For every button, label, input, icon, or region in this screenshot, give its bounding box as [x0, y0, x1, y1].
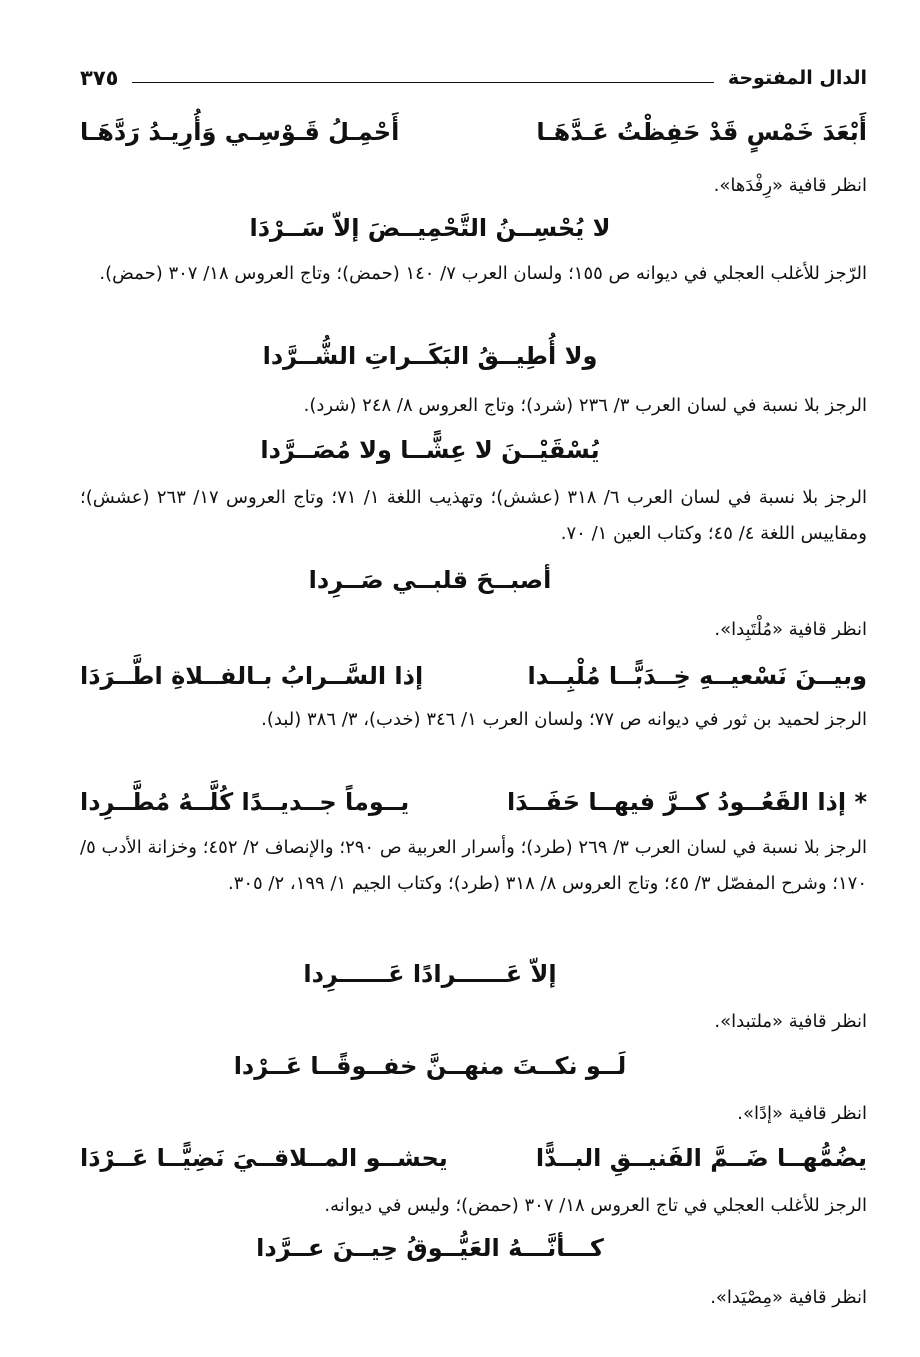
verse-1	[80, 118, 867, 146]
note-5: انظر قافية «مُلْتَبِدا».	[714, 619, 867, 640]
verse-10	[80, 1144, 867, 1172]
note-3: الرجز بلا نسبة في لسان العرب ٣/ ٢٣٦ (شرد)؛ وتاج العروس ٨/ ٢٤٨ (شرد).	[303, 395, 867, 416]
running-title: الدال المفتوحة	[727, 67, 867, 89]
verse-3: ولا أُطِيــقُ البَكَــراتِ الشُّــرَّدا	[262, 342, 598, 370]
page-header	[80, 60, 867, 96]
verse-6	[80, 662, 867, 690]
note-8: انظر قافية «ملتبدا».	[714, 1011, 867, 1032]
verse-hemistich-right: أَبْعَدَ خَمْسٍ قَدْ حَفِظْتُ عَـدَّهَـا	[536, 118, 867, 146]
note-9: انظر قافية «إدًا».	[737, 1103, 867, 1124]
verse-hemistich-right: * إذا القَعُــودُ كــرَّ فيهــا حَفَــدَا	[506, 788, 867, 816]
verse-hemistich-left: إذا السَّــرابُ بـالفــلاةِ اطَّــرَدَا	[80, 662, 424, 690]
verse-2: لا يُحْسِــنُ التَّحْمِيــضَ إلاّ سَــرْدَا	[249, 214, 611, 242]
note-1: انظر قافية «رِفْدَها».	[713, 175, 867, 196]
verse-8: إلاّ عَــــــرادًا عَــــــرِدا	[303, 960, 557, 988]
verse-hemistich-right: وبيــنَ نَسْعيــهِ خِــدَبًّــا مُلْبِــدا	[527, 662, 867, 690]
note-10: الرجز للأغلب العجلي في تاج العروس ١٨/ ٣٠٧ (حمض)؛ وليس في ديوانه.	[324, 1195, 867, 1216]
verse-7	[80, 788, 867, 816]
verse-hemistich-left: يــوماً جــديــدًا كُلَّــهُ مُطَّــرِدا	[80, 788, 410, 816]
verse-hemistich-right: يضُمُّهــا ضَــمَّ الفَنيــقِ البــدًّا	[535, 1144, 867, 1172]
note-4: الرجز بلا نسبة في لسان العرب ٦/ ٣١٨ (عشش)؛ وتهذيب اللغة ١/ ٧١؛ وتاج العروس ١٧/ ٢٦٣ (عشش)؛ ومقاييس اللغة ٤/ ٤٥؛ وكتاب العين ١/ ٧٠.	[80, 487, 868, 544]
page-number: ٣٧٥	[80, 66, 119, 90]
note-11: انظر قافية «مِصْيَدا».	[710, 1287, 867, 1308]
verse-hemistich-left: أَحْمِـلُ قَـوْسِـي وَأُرِيـدُ رَدَّهَـا	[80, 118, 400, 146]
verse-4: يُسْقَيْــنَ لا عِشًّــا ولا مُصَــرَّدا	[260, 436, 600, 464]
note-6: الرجز لحميد بن ثور في ديوانه ص ٧٧؛ ولسان العرب ١/ ٣٤٦ (خدب)، ٣/ ٣٨٦ (لبد).	[261, 709, 867, 730]
verse-hemistich-left: يحشــو المــلاقــيَ نَضِيًّــا عَــرْدَا	[80, 1144, 448, 1172]
note-2: الرّجز للأغلب العجلي في ديوانه ص ١٥٥؛ ولسان العرب ٧/ ١٤٠ (حمض)؛ وتاج العروس ١٨/ ٣٠٧ (حمض).	[99, 263, 867, 284]
verse-5: أصبــحَ قلبــي صَــرِدا	[308, 566, 552, 594]
header-rule	[132, 82, 713, 83]
verse-9: لَــو نكــتَ منهــنَّ خفــوقًــا عَــرْدا	[233, 1052, 627, 1080]
note-7: الرجز بلا نسبة في لسان العرب ٣/ ٢٦٩ (طرد)؛ وأسرار العربية ص ٢٩٠؛ والإنصاف ٢/ ٤٥٢؛ وخزانة الأدب ٥/ ١٧٠؛ وشرح المفصّل ٣/ ٤٥؛ وتاج العروس ٨/ ٣١٨ (طرد)؛ وكتاب الجيم ١/ ١٩٩، ٢/ ٣٠٥.	[80, 837, 867, 894]
verse-11: كـــأنَّـــهُ العَيُّــوقُ حِيــنَ عــرَّدا	[256, 1234, 604, 1262]
